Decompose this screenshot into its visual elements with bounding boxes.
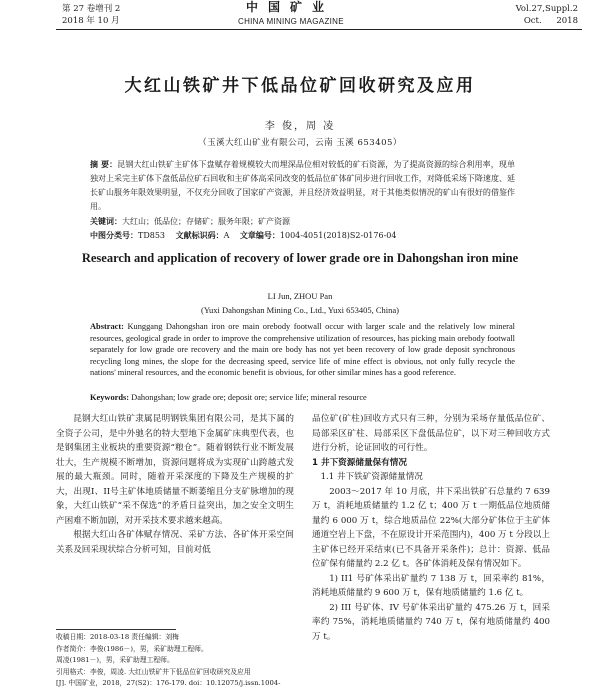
body-paragraph: 根据大红山各矿体赋存情况、采矿方法、各矿体开采空间关系及回采现状综合分析可知，目前对低 — [56, 530, 294, 555]
article-title-cn: 大红山铁矿井下低品位矿回收研究及应用 — [124, 76, 476, 96]
citation-format-cont: [J]. 中国矿业，2018，27(S2)：176-179. doi：10.12075/j.issn.1004- — [56, 679, 281, 687]
article-id-label: 文章编号： — [239, 230, 280, 240]
body-paragraph: 1) II1 号矿体采出矿量约 7 138 万 t，回采率约 81%，消耗地质储量约 9 600 万 t，保有地质储量约 1.6 亿 t。 — [312, 573, 550, 598]
abstract-en-text: Kunggang Dahongshan iron ore main orebody footwall occur with larger scale and the relatively low mineral resources, geological grade in order to improve the comprehensive utilization of resources, has picking main orebody footwall separately for low grade ore recovery and the main ore body has not yet been recovery of low grade deposit synchronous recycling long mines, the slope for the decreasing speed, service life of mine effect is obvious, not only fully recycle the nations' mineral resources, and the economic benefit is obvious, for other similar mines has a good reference. — [90, 322, 516, 378]
classification-line — [90, 229, 404, 242]
keywords-en-text: Dahongshan; low grade ore; deposit ore; service life; mineral resource — [131, 393, 367, 402]
doc-code-label: 文献标识码： — [175, 230, 224, 240]
body-column-right — [312, 412, 550, 644]
abstract-en-label: Abstract: — [90, 322, 124, 331]
header-rule — [56, 29, 582, 30]
footnote-rule — [56, 629, 176, 630]
section-heading: 1 井下资源储量保有情况 — [312, 457, 407, 468]
date-cn: 2018 年 10 月 — [62, 16, 120, 26]
body-paragraph: 昆钢大红山铁矿隶属昆明钢铁集团有限公司，是其下属的全资子公司，是中外驰名的特大型地下金属矿床典型代表，也是钢集团主业板块的重要资源“粮仓”。随着钢铁行业不断发展壮大，生产规模不断增加，资源问题将成为实现矿山跨越式发展的最大瓶颈。同时，随着开采深度的下降及生产规模的扩大，出现I、II号主矿体地质储量不断萎缩且分支矿脉增加的现象，大红山铁矿“采不保选”的矛盾日益突出，加之安全文明生产困难不断加剧，对开采技术要求越来越高。 — [56, 414, 294, 526]
corresponding-author: 周凌(1981－)，男，采矿助理工程师。 — [56, 656, 174, 664]
citation-format: 引用格式：李俊，周凌. 大红山铁矿井下低品位矿回收研究及应用 — [56, 667, 251, 676]
clc-label: 中图分类号： — [90, 230, 138, 240]
affiliation-en: (Yuxi Dahongshan Mining Co., Ltd., Yuxi 653405, China) — [200, 305, 399, 315]
date-en: Oct. 2018 — [523, 16, 578, 26]
affiliation-cn: （玉溪大红山矿业有限公司，云南 玉溪 653405） — [198, 138, 402, 148]
authors-cn: 李 俊，周 凌 — [264, 121, 336, 132]
abstract-cn — [90, 157, 515, 214]
subsection-heading: 1.1 井下铁矿资源储量情况 — [320, 472, 423, 482]
keywords-en — [90, 392, 515, 403]
keywords-cn-label: 关键词： — [90, 216, 122, 226]
volume-cn: 第 27 卷增刊 2 — [62, 4, 121, 14]
journal-name-en: CHINA MINING MAGAZINE — [238, 17, 344, 26]
abstract-cn-label: 摘 要： — [90, 159, 118, 169]
keywords-cn-text: 大红山；低品位；存储矿；服务年限；矿产资源 — [122, 217, 290, 226]
author-bio: 作者简介：李俊(1986－)，男，采矿助理工程师。 — [56, 644, 208, 653]
volume-en: Vol.27,Suppl.2 — [515, 4, 578, 14]
clc-value: TD853 — [138, 231, 166, 240]
article-title-en: Research and application of recovery of lower grade ore in Dahongshan iron mine — [81, 251, 519, 265]
abstract-en — [90, 321, 515, 379]
doc-code-value: A — [223, 231, 230, 240]
authors-en: LI Jun, ZHOU Pan — [267, 291, 333, 301]
article-id-value: 1004-4051(2018)S2-0176-04 — [279, 231, 397, 240]
abstract-cn-text: 昆钢大红山铁矿主矿体下盘赋存着规模较大而埋深品位相对较低的矿石资源，为了提高资源的综合利用率，现单独对上采完主矿体下盘低品位矿石回收和主矿体高采同改变的低品位矿体矿同步进行回收工作，对降低采场下降速度、延长矿山服务年限效果明显，不仅充分回收了国家矿产资源，并且经济效益明显，对于其他类似情况的矿山有很好的借鉴作用。 — [90, 160, 515, 211]
footnotes — [56, 632, 301, 690]
received-date: 收稿日期：2018-03-18 责任编辑：刘梅 — [56, 633, 179, 641]
journal-name-cn: 中国矿业 — [246, 0, 335, 14]
body-paragraph: 2) III 号矿体、IV 号矿体采出矿量约 475.26 万 t，回采率约 75%，消耗地质储量约 740 万 t，保有地质储量约 400 万 t。 — [312, 602, 550, 642]
keywords-cn — [90, 215, 515, 228]
running-header — [0, 0, 600, 30]
body-paragraph: 品位矿(矿柱)回收方式只有三种，分别为采场存量低品位矿、局部采区矿柱、局部采区下盘低品位矿，以下对三种回收方式进行分析，论证回收的可行性。 — [312, 414, 550, 453]
body-column-left — [56, 412, 294, 557]
keywords-en-label: Keywords: — [90, 393, 130, 402]
body-paragraph: 2003～2017 年 10 月底，井下采出铁矿石总量约 7 639 万 t，消耗地质储量约 1.2 亿 t；400 万 t 一期低品位地质储量约 6 000 万 t，综合地质品位 22%(大部分矿体位于主矿体通道空岩上下盘，不在原设计开采范围内)，400 万 t 分段以上主矿体已经开采结束(已不具备开采条件)；总计：资源、低品位矿保有储量约 2.2 亿 t。各矿体消耗及保有情况如下。 — [312, 486, 550, 569]
